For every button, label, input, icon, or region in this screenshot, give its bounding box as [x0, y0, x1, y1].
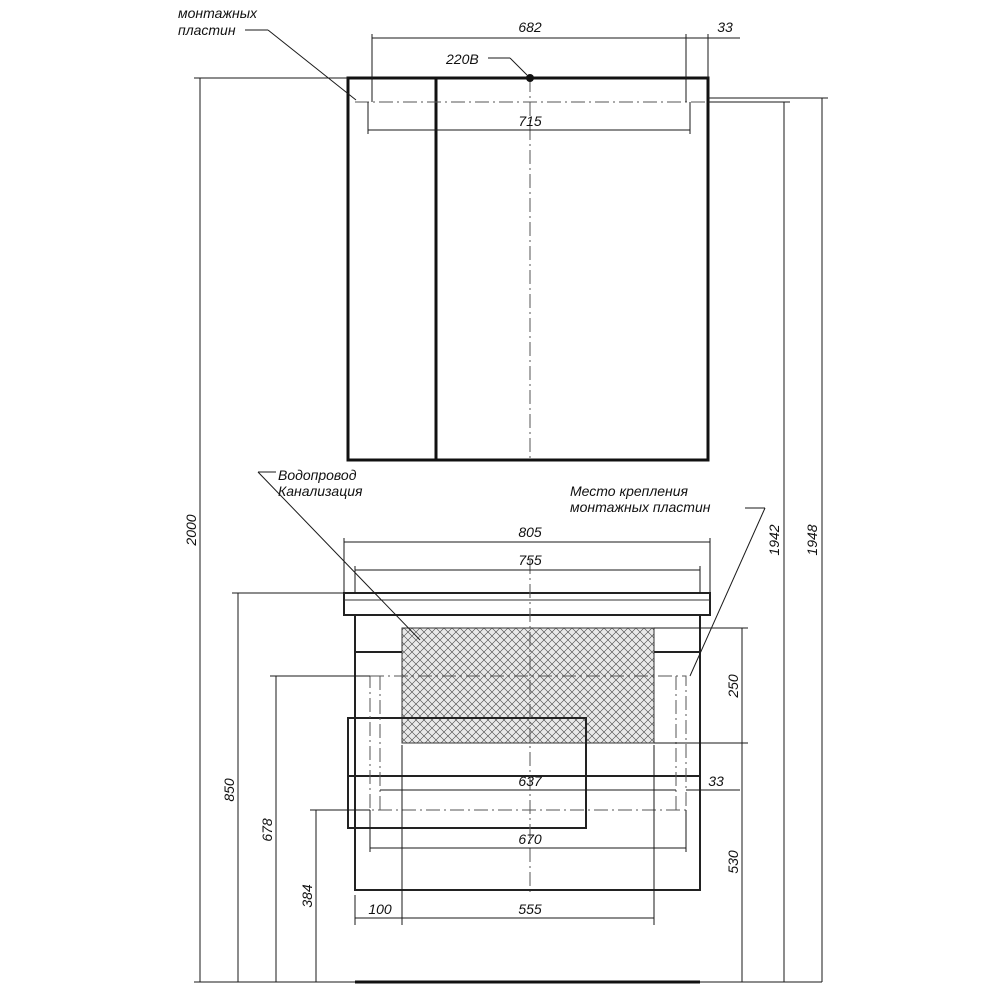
water-line2: Канализация: [278, 483, 363, 499]
dim-530: [725, 743, 742, 982]
dim-755-label: 755: [518, 552, 542, 568]
dim-2000-label: 2000: [183, 514, 199, 546]
dim-755: [355, 552, 700, 593]
dim-715-label: 715: [518, 113, 542, 129]
mount-place-line2: монтажных пластин: [570, 499, 711, 515]
dim-637-label: 637: [518, 773, 542, 789]
utility-zone: [402, 628, 654, 743]
dim-805-label: 805: [518, 524, 542, 540]
dim-250-label: 250: [725, 674, 741, 698]
dim-670: [370, 810, 686, 852]
mounting-plates-line2: пластин: [178, 22, 236, 38]
dim-2000: [183, 78, 355, 982]
mount-place-line1: Место крепления: [570, 483, 689, 499]
dim-682-label: 682: [518, 19, 542, 35]
cabinet-outline: [348, 78, 708, 460]
dim-33-top-label: 33: [717, 19, 733, 35]
power-label: 220В: [446, 51, 479, 67]
dim-682: [372, 19, 686, 102]
dim-850-label: 850: [221, 778, 237, 802]
water-line1: Водопровод: [278, 467, 357, 483]
dim-1948-label: 1948: [804, 524, 820, 556]
vanity: [344, 560, 710, 982]
power-point: [526, 74, 534, 82]
countertop: [344, 593, 710, 615]
dim-33-top: [686, 19, 740, 78]
dim-384-label: 384: [299, 884, 315, 908]
dim-33-mid-label: 33: [708, 773, 724, 789]
dim-100-label: 100: [368, 901, 392, 917]
dim-715: [368, 102, 690, 134]
dim-1942-label: 1942: [766, 524, 782, 556]
dim-678-label: 678: [259, 818, 275, 842]
label-power: [445, 51, 527, 75]
dim-850: [221, 593, 344, 982]
label-mounting-plates: [178, 5, 356, 100]
mirror-cabinet: [348, 74, 790, 460]
mounting-plates-line1: монтажных: [178, 5, 258, 21]
dim-555-label: 555: [518, 901, 542, 917]
dim-530-label: 530: [725, 850, 741, 874]
dim-670-label: 670: [518, 831, 542, 847]
dim-384: [299, 810, 370, 982]
dim-100-555: [355, 745, 654, 925]
